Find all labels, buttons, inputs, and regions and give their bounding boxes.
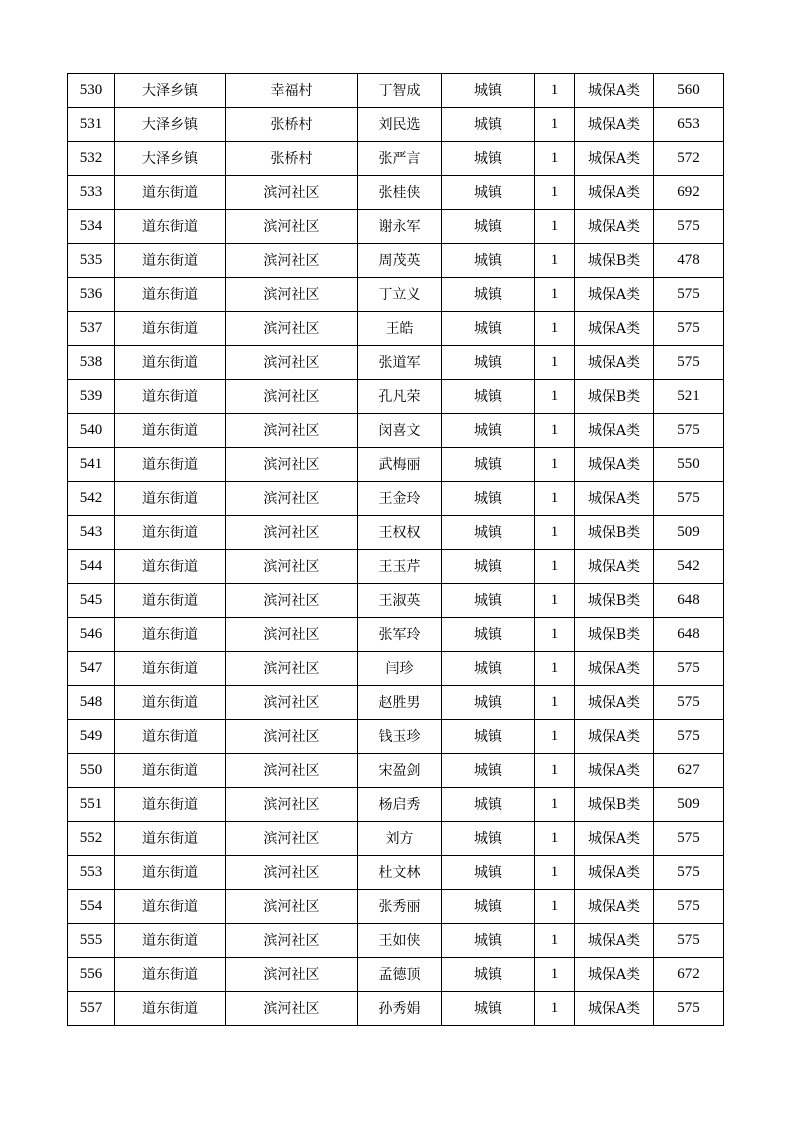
serial-number-cell: 540 <box>68 414 115 448</box>
household-type-cell: 城镇 <box>442 176 535 210</box>
person-name-cell: 王金玲 <box>358 482 442 516</box>
table-row <box>68 312 724 346</box>
person-name-cell: 谢永军 <box>358 210 442 244</box>
serial-number-cell: 537 <box>68 312 115 346</box>
assistance-category-cell: 城保A类 <box>575 312 654 346</box>
monthly-amount-cell: 575 <box>654 686 724 720</box>
household-type-cell: 城镇 <box>442 890 535 924</box>
person-count-cell: 1 <box>535 584 575 618</box>
township-cell: 道东街道 <box>115 788 226 822</box>
person-name-cell: 王权权 <box>358 516 442 550</box>
roster-table-body <box>68 74 724 1026</box>
person-name-cell: 王玉芹 <box>358 550 442 584</box>
village-cell: 滨河社区 <box>226 414 358 448</box>
village-cell: 滨河社区 <box>226 720 358 754</box>
assistance-category-cell: 城保A类 <box>575 958 654 992</box>
monthly-amount-cell: 575 <box>654 210 724 244</box>
person-name-cell: 武梅丽 <box>358 448 442 482</box>
serial-number-cell: 548 <box>68 686 115 720</box>
person-count-cell: 1 <box>535 142 575 176</box>
table-row <box>68 890 724 924</box>
monthly-amount-cell: 575 <box>654 856 724 890</box>
township-cell: 道东街道 <box>115 244 226 278</box>
township-cell: 道东街道 <box>115 346 226 380</box>
person-count-cell: 1 <box>535 346 575 380</box>
serial-number-cell: 544 <box>68 550 115 584</box>
person-name-cell: 丁智成 <box>358 74 442 108</box>
person-name-cell: 张严言 <box>358 142 442 176</box>
assistance-category-cell: 城保B类 <box>575 380 654 414</box>
serial-number-cell: 553 <box>68 856 115 890</box>
table-row <box>68 788 724 822</box>
serial-number-cell: 534 <box>68 210 115 244</box>
assistance-category-cell: 城保B类 <box>575 244 654 278</box>
assistance-roster-sheet <box>67 73 723 1026</box>
table-row <box>68 108 724 142</box>
assistance-category-cell: 城保A类 <box>575 176 654 210</box>
township-cell: 道东街道 <box>115 890 226 924</box>
monthly-amount-cell: 575 <box>654 890 724 924</box>
township-cell: 道东街道 <box>115 380 226 414</box>
table-row <box>68 992 724 1026</box>
person-count-cell: 1 <box>535 822 575 856</box>
person-name-cell: 王如侠 <box>358 924 442 958</box>
monthly-amount-cell: 575 <box>654 312 724 346</box>
village-cell: 滨河社区 <box>226 448 358 482</box>
assistance-category-cell: 城保A类 <box>575 210 654 244</box>
person-count-cell: 1 <box>535 686 575 720</box>
serial-number-cell: 556 <box>68 958 115 992</box>
monthly-amount-cell: 550 <box>654 448 724 482</box>
serial-number-cell: 533 <box>68 176 115 210</box>
person-name-cell: 张道军 <box>358 346 442 380</box>
township-cell: 道东街道 <box>115 992 226 1026</box>
table-row <box>68 550 724 584</box>
household-type-cell: 城镇 <box>442 278 535 312</box>
monthly-amount-cell: 575 <box>654 652 724 686</box>
village-cell: 滨河社区 <box>226 380 358 414</box>
assistance-category-cell: 城保A类 <box>575 890 654 924</box>
table-row <box>68 652 724 686</box>
person-name-cell: 闫珍 <box>358 652 442 686</box>
person-count-cell: 1 <box>535 176 575 210</box>
person-name-cell: 张秀丽 <box>358 890 442 924</box>
monthly-amount-cell: 509 <box>654 788 724 822</box>
township-cell: 道东街道 <box>115 584 226 618</box>
table-row <box>68 856 724 890</box>
person-name-cell: 刘民选 <box>358 108 442 142</box>
serial-number-cell: 551 <box>68 788 115 822</box>
township-cell: 道东街道 <box>115 822 226 856</box>
monthly-amount-cell: 672 <box>654 958 724 992</box>
person-count-cell: 1 <box>535 754 575 788</box>
table-row <box>68 482 724 516</box>
serial-number-cell: 549 <box>68 720 115 754</box>
assistance-category-cell: 城保A类 <box>575 822 654 856</box>
assistance-category-cell: 城保A类 <box>575 448 654 482</box>
household-type-cell: 城镇 <box>442 516 535 550</box>
township-cell: 道东街道 <box>115 176 226 210</box>
table-row <box>68 822 724 856</box>
serial-number-cell: 535 <box>68 244 115 278</box>
person-count-cell: 1 <box>535 924 575 958</box>
table-row <box>68 924 724 958</box>
assistance-category-cell: 城保A类 <box>575 686 654 720</box>
monthly-amount-cell: 648 <box>654 584 724 618</box>
person-name-cell: 赵胜男 <box>358 686 442 720</box>
table-row <box>68 958 724 992</box>
village-cell: 滨河社区 <box>226 516 358 550</box>
village-cell: 滨河社区 <box>226 754 358 788</box>
monthly-amount-cell: 627 <box>654 754 724 788</box>
household-type-cell: 城镇 <box>442 482 535 516</box>
person-count-cell: 1 <box>535 108 575 142</box>
household-type-cell: 城镇 <box>442 108 535 142</box>
village-cell: 滨河社区 <box>226 244 358 278</box>
household-type-cell: 城镇 <box>442 414 535 448</box>
table-row <box>68 618 724 652</box>
assistance-category-cell: 城保A类 <box>575 482 654 516</box>
person-name-cell: 孟德顶 <box>358 958 442 992</box>
village-cell: 滨河社区 <box>226 346 358 380</box>
person-count-cell: 1 <box>535 278 575 312</box>
serial-number-cell: 555 <box>68 924 115 958</box>
person-count-cell: 1 <box>535 448 575 482</box>
monthly-amount-cell: 560 <box>654 74 724 108</box>
village-cell: 滨河社区 <box>226 890 358 924</box>
table-row <box>68 414 724 448</box>
serial-number-cell: 550 <box>68 754 115 788</box>
person-count-cell: 1 <box>535 652 575 686</box>
township-cell: 道东街道 <box>115 210 226 244</box>
person-name-cell: 刘方 <box>358 822 442 856</box>
monthly-amount-cell: 575 <box>654 822 724 856</box>
monthly-amount-cell: 648 <box>654 618 724 652</box>
township-cell: 道东街道 <box>115 924 226 958</box>
assistance-category-cell: 城保A类 <box>575 278 654 312</box>
person-count-cell: 1 <box>535 414 575 448</box>
table-row <box>68 448 724 482</box>
person-name-cell: 孙秀娟 <box>358 992 442 1026</box>
monthly-amount-cell: 575 <box>654 414 724 448</box>
serial-number-cell: 545 <box>68 584 115 618</box>
village-cell: 滨河社区 <box>226 652 358 686</box>
village-cell: 滨河社区 <box>226 618 358 652</box>
monthly-amount-cell: 521 <box>654 380 724 414</box>
person-name-cell: 杜文林 <box>358 856 442 890</box>
person-name-cell: 丁立义 <box>358 278 442 312</box>
table-row <box>68 754 724 788</box>
village-cell: 滨河社区 <box>226 176 358 210</box>
assistance-category-cell: 城保A类 <box>575 856 654 890</box>
monthly-amount-cell: 575 <box>654 278 724 312</box>
table-row <box>68 380 724 414</box>
township-cell: 道东街道 <box>115 652 226 686</box>
household-type-cell: 城镇 <box>442 720 535 754</box>
household-type-cell: 城镇 <box>442 822 535 856</box>
assistance-category-cell: 城保A类 <box>575 414 654 448</box>
village-cell: 滨河社区 <box>226 482 358 516</box>
village-cell: 滨河社区 <box>226 550 358 584</box>
table-row <box>68 278 724 312</box>
assistance-category-cell: 城保A类 <box>575 992 654 1026</box>
person-count-cell: 1 <box>535 380 575 414</box>
monthly-amount-cell: 542 <box>654 550 724 584</box>
village-cell: 滨河社区 <box>226 210 358 244</box>
person-name-cell: 张军玲 <box>358 618 442 652</box>
serial-number-cell: 543 <box>68 516 115 550</box>
village-cell: 滨河社区 <box>226 584 358 618</box>
household-type-cell: 城镇 <box>442 312 535 346</box>
household-type-cell: 城镇 <box>442 346 535 380</box>
person-name-cell: 杨启秀 <box>358 788 442 822</box>
assistance-category-cell: 城保B类 <box>575 788 654 822</box>
village-cell: 滨河社区 <box>226 992 358 1026</box>
village-cell: 滨河社区 <box>226 788 358 822</box>
assistance-category-cell: 城保A类 <box>575 550 654 584</box>
monthly-amount-cell: 575 <box>654 924 724 958</box>
serial-number-cell: 541 <box>68 448 115 482</box>
household-type-cell: 城镇 <box>442 924 535 958</box>
household-type-cell: 城镇 <box>442 788 535 822</box>
serial-number-cell: 547 <box>68 652 115 686</box>
roster-table <box>67 73 724 1026</box>
assistance-category-cell: 城保A类 <box>575 720 654 754</box>
household-type-cell: 城镇 <box>442 244 535 278</box>
village-cell: 张桥村 <box>226 108 358 142</box>
household-type-cell: 城镇 <box>442 210 535 244</box>
assistance-category-cell: 城保A类 <box>575 346 654 380</box>
village-cell: 幸福村 <box>226 74 358 108</box>
person-count-cell: 1 <box>535 312 575 346</box>
village-cell: 滨河社区 <box>226 686 358 720</box>
person-count-cell: 1 <box>535 74 575 108</box>
serial-number-cell: 542 <box>68 482 115 516</box>
township-cell: 大泽乡镇 <box>115 108 226 142</box>
person-count-cell: 1 <box>535 210 575 244</box>
person-name-cell: 张桂侠 <box>358 176 442 210</box>
township-cell: 道东街道 <box>115 958 226 992</box>
person-name-cell: 钱玉珍 <box>358 720 442 754</box>
person-count-cell: 1 <box>535 720 575 754</box>
assistance-category-cell: 城保A类 <box>575 108 654 142</box>
township-cell: 道东街道 <box>115 754 226 788</box>
serial-number-cell: 536 <box>68 278 115 312</box>
serial-number-cell: 531 <box>68 108 115 142</box>
township-cell: 大泽乡镇 <box>115 142 226 176</box>
table-row <box>68 244 724 278</box>
township-cell: 道东街道 <box>115 618 226 652</box>
household-type-cell: 城镇 <box>442 958 535 992</box>
serial-number-cell: 552 <box>68 822 115 856</box>
person-name-cell: 周茂英 <box>358 244 442 278</box>
table-row <box>68 74 724 108</box>
household-type-cell: 城镇 <box>442 992 535 1026</box>
village-cell: 张桥村 <box>226 142 358 176</box>
person-count-cell: 1 <box>535 992 575 1026</box>
household-type-cell: 城镇 <box>442 618 535 652</box>
table-row <box>68 686 724 720</box>
household-type-cell: 城镇 <box>442 584 535 618</box>
person-name-cell: 王皓 <box>358 312 442 346</box>
household-type-cell: 城镇 <box>442 550 535 584</box>
assistance-category-cell: 城保B类 <box>575 618 654 652</box>
monthly-amount-cell: 575 <box>654 346 724 380</box>
township-cell: 道东街道 <box>115 720 226 754</box>
table-row <box>68 176 724 210</box>
table-row <box>68 584 724 618</box>
monthly-amount-cell: 575 <box>654 720 724 754</box>
household-type-cell: 城镇 <box>442 652 535 686</box>
table-row <box>68 210 724 244</box>
serial-number-cell: 532 <box>68 142 115 176</box>
township-cell: 道东街道 <box>115 686 226 720</box>
township-cell: 道东街道 <box>115 414 226 448</box>
monthly-amount-cell: 509 <box>654 516 724 550</box>
assistance-category-cell: 城保A类 <box>575 74 654 108</box>
table-row <box>68 516 724 550</box>
household-type-cell: 城镇 <box>442 686 535 720</box>
household-type-cell: 城镇 <box>442 74 535 108</box>
serial-number-cell: 557 <box>68 992 115 1026</box>
serial-number-cell: 546 <box>68 618 115 652</box>
person-name-cell: 宋盈剑 <box>358 754 442 788</box>
household-type-cell: 城镇 <box>442 856 535 890</box>
village-cell: 滨河社区 <box>226 822 358 856</box>
table-row <box>68 720 724 754</box>
monthly-amount-cell: 478 <box>654 244 724 278</box>
serial-number-cell: 539 <box>68 380 115 414</box>
monthly-amount-cell: 575 <box>654 482 724 516</box>
person-name-cell: 闵喜文 <box>358 414 442 448</box>
person-count-cell: 1 <box>535 788 575 822</box>
township-cell: 道东街道 <box>115 482 226 516</box>
household-type-cell: 城镇 <box>442 142 535 176</box>
table-row <box>68 142 724 176</box>
assistance-category-cell: 城保A类 <box>575 754 654 788</box>
serial-number-cell: 554 <box>68 890 115 924</box>
household-type-cell: 城镇 <box>442 448 535 482</box>
assistance-category-cell: 城保B类 <box>575 516 654 550</box>
township-cell: 道东街道 <box>115 448 226 482</box>
township-cell: 道东街道 <box>115 278 226 312</box>
serial-number-cell: 538 <box>68 346 115 380</box>
assistance-category-cell: 城保A类 <box>575 924 654 958</box>
assistance-category-cell: 城保B类 <box>575 584 654 618</box>
person-count-cell: 1 <box>535 856 575 890</box>
monthly-amount-cell: 572 <box>654 142 724 176</box>
assistance-category-cell: 城保A类 <box>575 652 654 686</box>
township-cell: 大泽乡镇 <box>115 74 226 108</box>
person-count-cell: 1 <box>535 550 575 584</box>
township-cell: 道东街道 <box>115 516 226 550</box>
household-type-cell: 城镇 <box>442 380 535 414</box>
person-count-cell: 1 <box>535 516 575 550</box>
person-count-cell: 1 <box>535 618 575 652</box>
household-type-cell: 城镇 <box>442 754 535 788</box>
township-cell: 道东街道 <box>115 312 226 346</box>
person-count-cell: 1 <box>535 482 575 516</box>
serial-number-cell: 530 <box>68 74 115 108</box>
person-name-cell: 王淑英 <box>358 584 442 618</box>
assistance-category-cell: 城保A类 <box>575 142 654 176</box>
table-row <box>68 346 724 380</box>
village-cell: 滨河社区 <box>226 856 358 890</box>
village-cell: 滨河社区 <box>226 278 358 312</box>
person-count-cell: 1 <box>535 244 575 278</box>
monthly-amount-cell: 575 <box>654 992 724 1026</box>
monthly-amount-cell: 653 <box>654 108 724 142</box>
township-cell: 道东街道 <box>115 550 226 584</box>
village-cell: 滨河社区 <box>226 924 358 958</box>
village-cell: 滨河社区 <box>226 312 358 346</box>
township-cell: 道东街道 <box>115 856 226 890</box>
person-count-cell: 1 <box>535 890 575 924</box>
village-cell: 滨河社区 <box>226 958 358 992</box>
person-count-cell: 1 <box>535 958 575 992</box>
monthly-amount-cell: 692 <box>654 176 724 210</box>
person-name-cell: 孔凡荣 <box>358 380 442 414</box>
